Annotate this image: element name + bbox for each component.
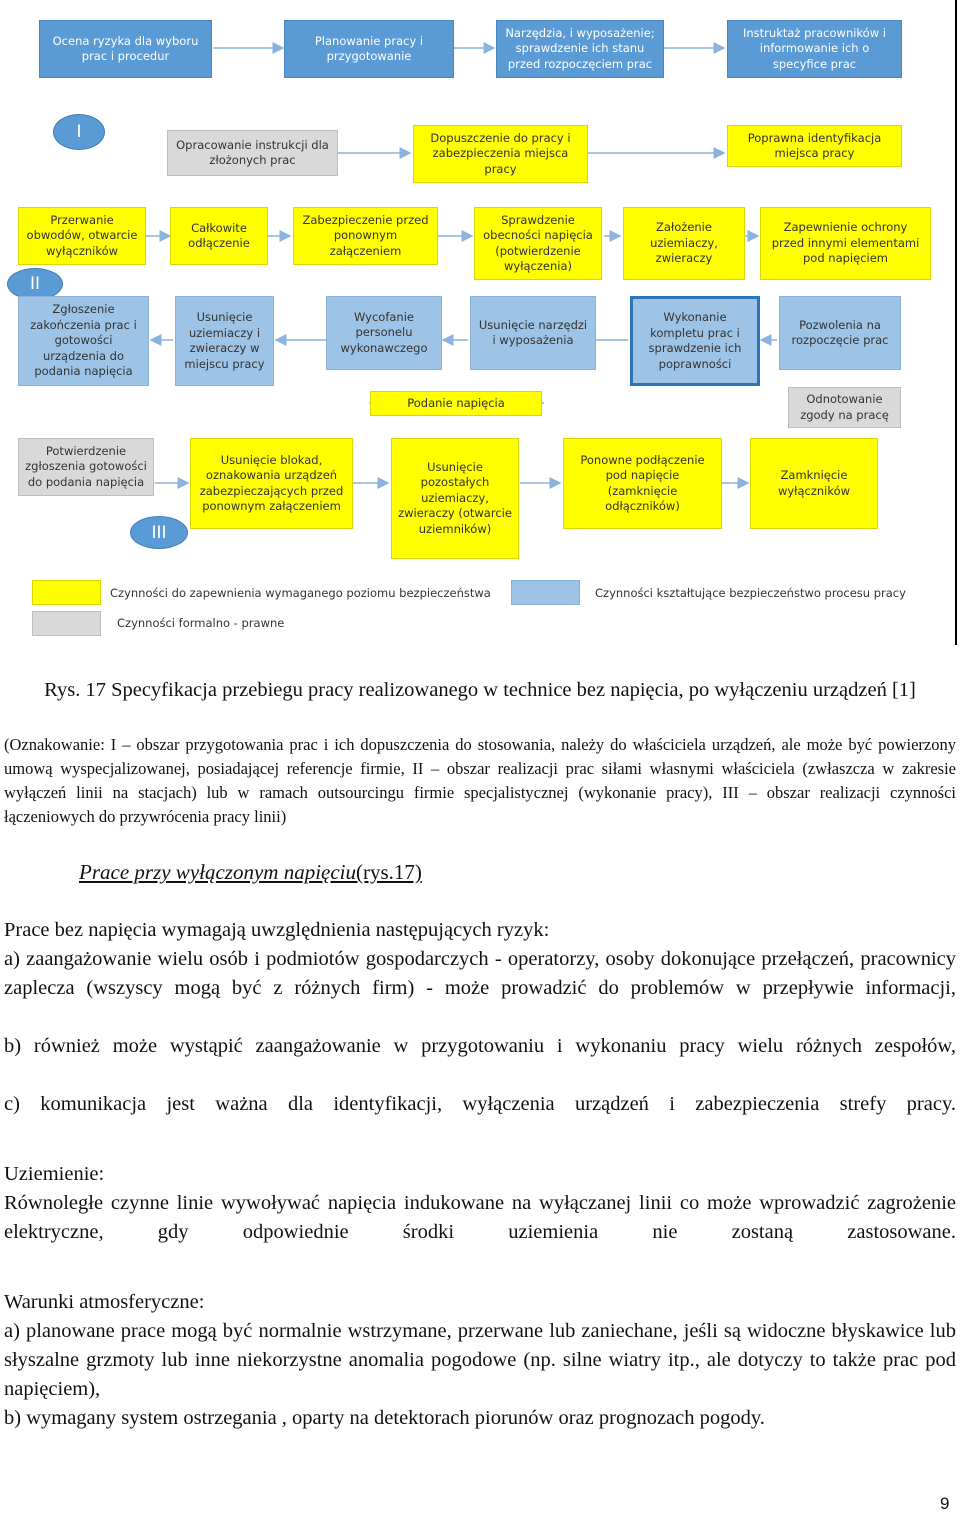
box-remove-tools: Usunięcie narzędzi i wyposażenia — [470, 296, 596, 370]
box-break-circuits: Przerwanie obwodów, otwarcie wyłączników — [18, 207, 146, 265]
box-planning: Planowanie pracy i przygotowanie — [284, 20, 454, 78]
area-marker-I: I — [53, 114, 105, 150]
legend-gray-label: Czynności formalno - prawne — [117, 616, 285, 630]
box-record-consent: Odnotowanie zgody na pracę — [788, 387, 901, 428]
legend-yellow-swatch — [32, 580, 101, 605]
box-complete-work: Wykonanie kompletu prac i sprawdzenie ich poprawności — [630, 296, 760, 386]
box-voltage-check: Sprawdzenie obecności napięcia (potwierdzenie wyłączenia) — [474, 207, 602, 280]
figure-note: (Oznakowanie: I – obszar przygotowania prac i ich dopuszczenia do stosowania, należy do właściciela urządzeń, ale może być powierzony umową wyspecjalizowanej, posiadającej referencje firmie, II – obszar realizacji prac siłami własnymi właściciela (zwłaszcza w zakresie wyłączeń linii na stacjach) lub w ramach outsourcingu firmie specjalistycznej (wykonanie pracy), III – obszar realizacji czynności łączeniowych do przywrócenia pracy linii) — [4, 735, 956, 826]
box-site-identification: Poprawna identyfikacja miejsca pracy — [727, 125, 902, 167]
legend-blue-label: Czynności kształtujące bezpieczeństwo procesu pracy — [595, 586, 906, 600]
section-heading-title: Prace przy wyłączonym napięciu — [79, 860, 357, 884]
figure-caption: Rys. 17 Specyfikacja przebiegu pracy realizowanego w technice bez napięcia, po wyłączeniu urządzeń [1] — [44, 679, 916, 701]
box-risk-assessment: Ocena ryzyka dla wyboru prac i procedur — [39, 20, 212, 78]
section-heading — [79, 858, 422, 886]
risk-b: b) również może wystąpić zaangażowanie w przygotowaniu i wykonaniu pracy wielu różnych zespołów, — [4, 1035, 956, 1057]
risk-a: a) zaangażowanie wielu osób i podmiotów gospodarczych - operatorzy, osoby dokonujące przełączeń, pracownicy zaplecza (wszyscy mogą być z różnych firm) - może prowadzić do problemów w przepływie informacji, — [4, 948, 956, 999]
box-reconnect: Ponowne podłączenie pod napięcie (zamknięcie odłączników) — [563, 438, 722, 529]
box-remove-locks: Usunięcie blokad, oznakowania urządzeń zabezpieczających przed ponownym załączeniem — [190, 438, 353, 529]
box-worker-instruction: Instruktaż pracowników i informowanie ich o specyfice prac — [727, 20, 902, 78]
box-full-disconnect: Całkowite odłączenie — [170, 207, 268, 265]
box-close-breakers: Zamknięcie wyłączników — [750, 438, 878, 529]
box-energize: Podanie napięcia — [370, 391, 542, 416]
box-confirm-readiness: Potwierdzenie zgłoszenia gotowości do podania napięcia — [18, 438, 154, 496]
box-complex-instructions: Opracowanie instrukcji dla złożonych prac — [167, 130, 338, 176]
grounding-text: Równoległe czynne linie wywoływać napięcia indukowane na wyłączanej linii co może wprowadzić zagrożenie elektryczne, gdy odpowiednie środki uziemienia nie zostaną zastosowane. — [4, 1192, 956, 1243]
box-tools-check: Narzędzia, i wyposażenie; sprawdzenie ich stanu przed rozpoczęciem prac — [496, 20, 664, 78]
box-withdraw-personnel: Wycofanie personelu wykonawczego — [326, 296, 442, 370]
box-remove-remaining-grounding: Usunięcie pozostałych uziemiaczy, zwieraczy (otwarcie uziemników) — [391, 438, 519, 559]
box-work-permit: Dopuszczenie do pracy i zabezpieczenia miejsca pracy — [413, 125, 588, 183]
risk-c: c) komunikacja jest ważna dla identyfikacji, wyłączenia urządzeń i zabezpieczenia strefy pracy. — [4, 1093, 956, 1115]
grounding-heading: Uziemienie: — [4, 1163, 105, 1185]
weather-a: a) planowane prace mogą być normalnie wstrzymane, przerwane lub zaniechane, jeśli są widoczne błyskawice lub słyszalne grzmoty lub inne niekorzystne anomalia pogodowe (np. silne wiatry itp., ale dotyczy to także prac pod napięciem), — [4, 1320, 956, 1400]
legend-blue-swatch — [511, 580, 580, 605]
box-start-permits: Pozwolenia na rozpoczęcie prac — [779, 296, 901, 370]
legend-yellow-label: Czynności do zapewnienia wymaganego poziomu bezpieczeństwa — [110, 586, 491, 600]
box-grounding-install: Założenie uziemiaczy, zwieraczy — [623, 207, 745, 280]
weather-heading: Warunki atmosferyczne: — [4, 1291, 205, 1313]
legend-gray-swatch — [32, 611, 101, 636]
process-diagram — [0, 0, 960, 645]
area-marker-III: III — [130, 516, 188, 549]
weather-b: b) wymagany system ostrzegania , oparty na detektorach piorunów oraz prognozach pogody. — [4, 1407, 765, 1429]
area-marker-II: II — [7, 268, 63, 300]
page-number: 9 — [940, 1494, 950, 1513]
risks-intro: Prace bez napięcia wymagają uwzględnienia następujących ryzyk: — [4, 919, 550, 941]
box-remove-grounding: Usunięcie uziemiaczy i zwieraczy w miejscu pracy — [175, 296, 274, 386]
box-work-completion-report: Zgłoszenie zakończenia prac i gotowości urządzenia do podania napięcia — [18, 296, 149, 386]
box-reclose-protection: Zabezpieczenie przed ponownym załączeniem — [293, 207, 438, 265]
section-heading-ref: (rys.17) — [356, 860, 422, 884]
page-border-line — [955, 0, 957, 645]
box-live-parts-protection: Zapewnienie ochrony przed innymi elementami pod napięciem — [760, 207, 931, 280]
